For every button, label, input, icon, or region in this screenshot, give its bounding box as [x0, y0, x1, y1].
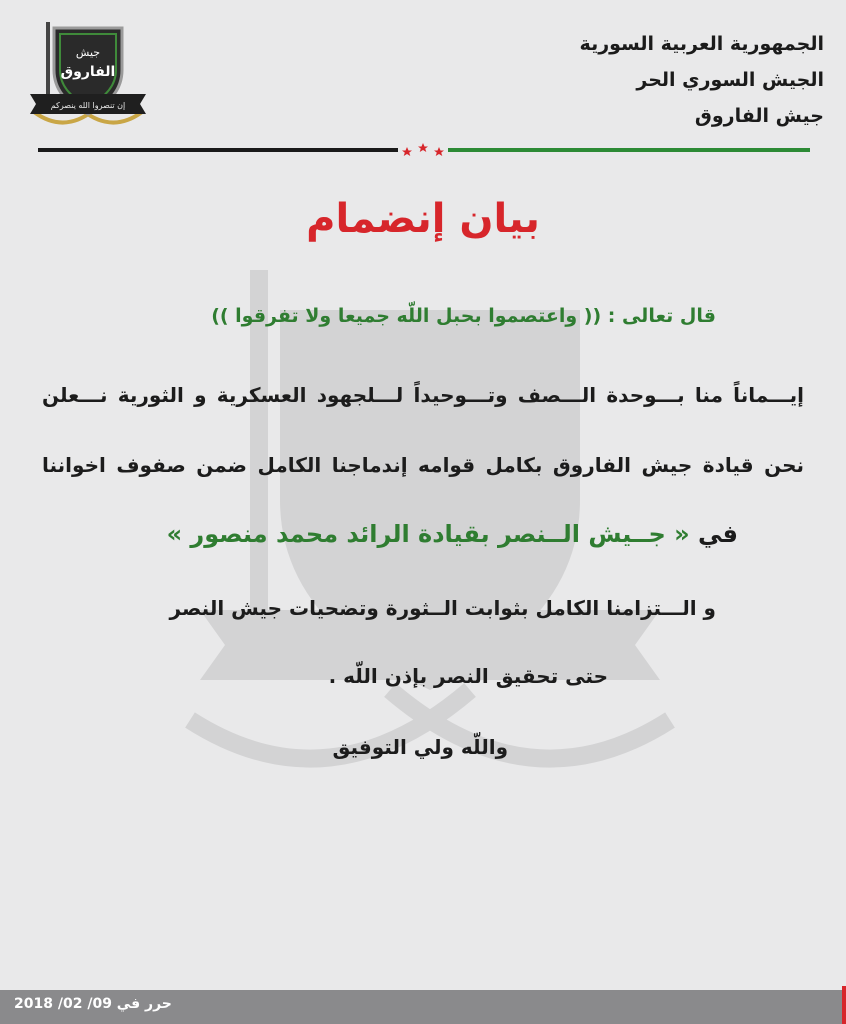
statement-line-3-prefix: في: [698, 520, 738, 548]
header-block: [580, 26, 824, 134]
issue-date: حرر في 09/ 02/ 2018: [14, 996, 172, 1012]
jaysh-al-farouq-logo: [24, 14, 152, 138]
header-army: الجيش السوري الحر: [636, 69, 824, 91]
quran-verse: قال تعالى : (( واعتصموا بحبل اللّه جميعا ولا تفرقوا )): [211, 305, 716, 327]
joined-unit-name: « جــيش الــنصر بقيادة الرائد محمد منصور »: [166, 520, 690, 548]
svg-text:إن تنصروا الله ينصركم: إن تنصروا الله ينصركم: [50, 101, 126, 110]
header-country: الجمهورية العربية السورية: [579, 33, 824, 55]
green-stripe: [448, 148, 810, 152]
black-stripe: [38, 148, 398, 152]
statement-line-3: [167, 520, 738, 548]
statement-closing: واللّه ولي التوفيق: [332, 735, 508, 759]
footer-accent: [842, 986, 846, 1024]
statement-title: بيان إنضمام: [306, 196, 540, 242]
star-icon: [418, 143, 428, 152]
svg-text:الفاروق: الفاروق: [60, 64, 116, 80]
statement-line-4: و الـــتزامنا الكامل بثوابت الــثورة وتضحيات جيش النصر: [169, 596, 716, 620]
flag-divider: [38, 140, 810, 160]
svg-text:جيش: جيش: [75, 46, 101, 59]
star-icon: [434, 147, 444, 156]
statement-line-5: حتى تحقيق النصر بإذن اللّه .: [328, 664, 608, 688]
statement-line-2: نحن قيادة جيش الفاروق بكامل قوامه إندماجنا الكامل ضمن صفوف اخواننا: [42, 453, 804, 477]
star-icon: [402, 147, 412, 156]
header-brigade: جيش الفاروق: [694, 105, 824, 127]
statement-line-1: إيـــماناً منا بـــوحدة الـــصف وتـــوحيداً لـــلجهود العسكرية و الثورية نـــعلن: [42, 383, 804, 407]
